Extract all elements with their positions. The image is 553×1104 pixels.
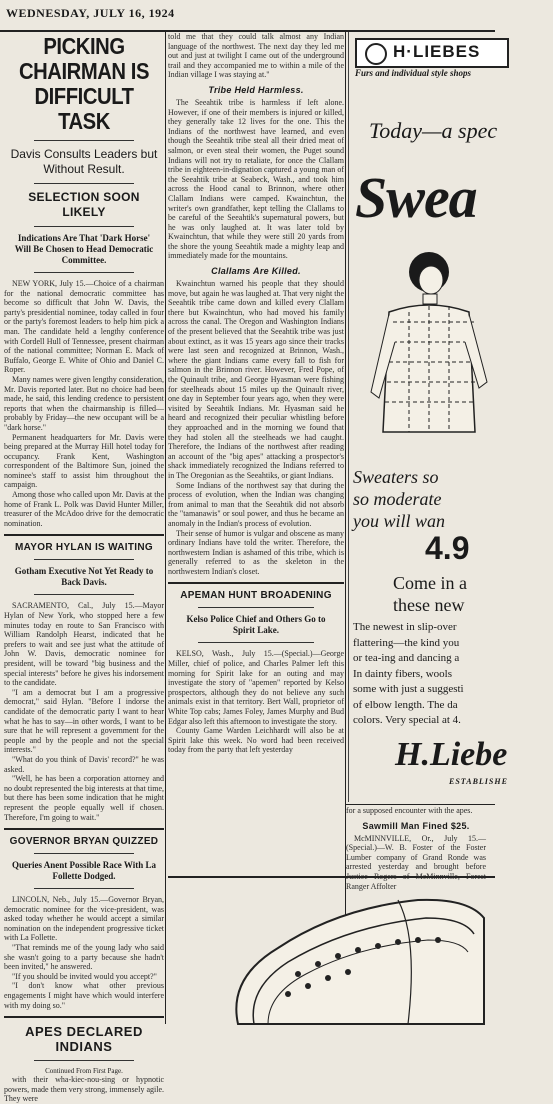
ad-come-lines xyxy=(393,572,467,616)
column-rule xyxy=(165,32,166,1024)
section-rule xyxy=(346,804,495,805)
left-column xyxy=(4,32,164,1104)
page-header xyxy=(0,0,495,32)
woman-in-sweater-illustration xyxy=(349,242,496,452)
ad-body-line: or tea-ing and dancing a xyxy=(353,652,460,664)
article-paragraph: Kwainchtun warned his people that they should move, but again he was laughed at. That very night the Seeahtik tribe came down and killed every Clallam there but Kwainchtun, who had moved his family across the canal. The Oregon and Washington Indians of the present believed that the Seeahtik tribe was just about extinct, as it was 15 years ago since their tracks were last seen and recognized at Brinnon, Wash., where the giant Indians came every fall to fish for salmon in the Brinnon river. However, Fred Pope, of the Quinault tribe, and George Hyasman were fishing for steelheads about 15 miles up the Quinault river, one day in September four years ago, when they were visited by Seeahtik Indians. Mr. Hyasman said he heard and recognized their peculiar whistling before they approached and in the morning we found that they had stolen all the steelheads we had caught. Therefore, the Indians of the northwest after reading an account of the "big apes" attacking a prospector's shack immediately recognized the Indians referred to in The Oregonian as the Seeahtiks, or giant Indians. xyxy=(168,279,344,480)
ad-body-copy xyxy=(353,620,553,729)
article-paragraph: told me that they could talk almost any Indian language of the northwest. The next day they led me out and just at twilight I came out of the underground trail and they accompanied me to within a mile of the Indian village I was staying at." xyxy=(168,32,344,80)
article-paragraph: "I am a democrat but I am a progressive democrat," said Hylan. "Before I indorse the candidate of the democratic party I want to hear what he has to say—in other words, I want to be sure that he will represent a government for the people and by the people and not the special interests." xyxy=(4,687,164,755)
main-headline: PICKING CHAIRMAN IS DIFFICULT TASK xyxy=(18,33,150,134)
article-paragraph: "That reminds me of the young lady who said she wasn't going to a party because she hadn't been invited," he answered. xyxy=(4,943,164,972)
ad-today-line: Today—a spec xyxy=(369,118,498,143)
promo-line: so moderate xyxy=(353,489,442,509)
article-paragraph: for a supposed encounter with the apes. xyxy=(346,806,473,815)
ad-body-line: flattering—the kind you xyxy=(353,636,460,649)
subhead-clallams: Clallams Are Killed. xyxy=(211,266,301,277)
deck-2: SELECTION SOON LIKELY xyxy=(28,190,140,219)
promo-line: Sweaters so xyxy=(353,467,439,487)
ad-body-line: The newest in slip-over xyxy=(353,621,457,633)
subdeck-apeman: Kelso Police Chief and Others Go to Spirit Lake. xyxy=(186,614,326,636)
sweaters-logo: Swea xyxy=(355,165,477,230)
subheadline-apeman: APEMAN HUNT BROADENING xyxy=(180,590,332,602)
subheadline-bryan: GOVERNOR BRYAN QUIZZED xyxy=(9,836,159,848)
ad-tagline: Furs and individual style shops xyxy=(355,68,472,78)
article-paragraph: KELSO, Wash., July 15.—(Special.)—George Miller, chief of police, and Charles Palmer left this morning for Spirit lake for an outing and may investigate the story of "apemen" reported by Kelso prospectors, although they do not believe any such animals exist in that territory. Bert Wall, proprietor of White Top cabs; James Foley, James Murphy and Bud Edgar also left this afternoon to investigate the story. xyxy=(168,649,344,726)
brand-banner xyxy=(355,38,509,68)
promo-line: you will wan xyxy=(353,511,446,531)
article-paragraph: LINCOLN, Neb., July 15.—Governor Bryan, democratic nominee for the vice-president, was asked today whether he would accept a similar nomination on the independent progressive ticket with La Follette. xyxy=(4,895,164,943)
ad-body-line: In dainty fibers, wools xyxy=(353,667,452,680)
article-paragraph: "If you should be invited would you accept?" xyxy=(12,971,157,981)
subdeck-bryan: Queries Anent Possible Race With La Follette Dodged. xyxy=(12,860,156,882)
shoe-illustration xyxy=(168,878,488,1024)
article-paragraph: SACRAMENTO, Cal., July 15.—Mayor Hylan of New York, who stopped here a few minutes today en route to San Francisco with William Randolph Hearst, indicated that he prefers to wait and see just what the attitude of John W. Davis, democratic nominee for president, will be toward "big business and the special interests" before he gives his indorsement to the candidate. xyxy=(4,601,164,688)
article-paragraph: "What do you think of Davis' record?" he was asked. xyxy=(4,754,164,774)
liebes-advertisement xyxy=(348,32,508,802)
middle-column xyxy=(168,32,344,802)
box-headline: APES DECLARED INDIANS xyxy=(25,1024,143,1055)
come-line: these new xyxy=(393,595,465,615)
article-paragraph: Permanent headquarters for Mr. Davis were being prepared at the Murray Hill hotel today for occupancy. Frank Kent, Washington correspondent of the Baltimore Sun, joined the nominee's staff to assist him throughout the campaign. xyxy=(4,432,164,490)
continued-note: Continued From First Page. xyxy=(45,1067,123,1076)
subhead-harmless: Tribe Held Harmless. xyxy=(208,84,304,95)
issue-date: WEDNESDAY, JULY 16, 1924 xyxy=(6,6,175,20)
article-paragraph: The Seeahtik tribe is harmless if left alone. However, if one of their members is injured or killed, they generally take 12 lives for the one. This the Indians of the northwest have learned, and even though the Seeahtik tribe steal all their dried meat of salmon, or even steal their women, the Puget sound Indians will not try to retaliate, for once the Clallam tribe in eighteen-in-dignation captured a young man of the Seeahtik tribe at Seabeck, Wash., and took him across the Hood canal to Brinnon, where other Clallam Indians were camped. Kwainchtun, the writer's own grandfather, kept telling the Clallams to be careful of the Seeahtik's supernatural powers, but he was only laughed at. It was later told by Kwainchtun, that while they were still 20 yards from the shore the young Seeahtik made a mighty leap and immediately made for the mountains. xyxy=(168,97,344,261)
article-paragraph: Their sense of humor is vulgar and obscene as many ordinary Indians have told the writer. Therefore, the northwestern Indian is ashamed of this tribe, which is generally referred to as the skeleton in the northwestern Indian's closet. xyxy=(168,528,344,576)
brand-name: H·LIEBES xyxy=(393,42,481,61)
article-paragraph: County Game Warden Leichhardt will also be at Spirit lake this week. No word had been received today from the party that left yesterday xyxy=(168,726,344,755)
ad-body-line: some with just a suggesti xyxy=(353,683,464,695)
deck-1: Davis Consults Leaders but Without Result. xyxy=(10,147,158,176)
ad-body-line: colors. Very special at 4. xyxy=(353,714,461,726)
come-line: Come in a xyxy=(393,573,467,593)
article-paragraph: Among those who called upon Mr. Davis at the home of Frank L. Polk was David Hunter Miller, treasurer of the McAdoo drive for the democratic nomination. xyxy=(4,490,164,528)
ad-promo-lines xyxy=(353,466,445,532)
article-paragraph: NEW YORK, July 15.—Choice of a chairman for the national democratic committee has become so difficult that John W. Davis, the party's presidential nominee, today called in four or the party's foremost leaders to help him pick a man. The candidate held a lengthy conference with Cordell Hull of Tennessee, present chairman of the national committee; Norman E. Mack of Buffalo, George E. White of Ohio and Daniel C. Roper. xyxy=(4,279,164,375)
subheadline-hylan: MAYOR HYLAN IS WAITING xyxy=(15,542,153,554)
article-paragraph: Some Indians of the northwest say that during the process of evolution, when the Indian was changing from animal to man that the Seeahtik did not absorb the "tamanawis" or soul power, and thus he became an anomaly in the Indian's process of evolution. xyxy=(168,480,344,528)
ad-signature-logo: H.Liebe xyxy=(395,736,508,773)
brand-emblem-icon xyxy=(365,43,387,65)
article-paragraph: McMINNVILLE, Or., July 15.—(Special.)—W. B. Foster of the Foster Lumber company of Grand Ronde was arrested yesterday and brought before Justice Rogers of McMinnville, Forest Ranger Affolter xyxy=(346,833,486,891)
article-paragraph: "I don't know what other previous engagements I might have which would interfere with my doing so." xyxy=(4,981,164,1010)
ad-established: ESTABLISHE xyxy=(449,777,508,786)
article-paragraph: Many names were given lengthy consideration, Mr. Davis reported later. But no choice had been made, he said, this lending credence to persistent reports that when the chairmanship is filled—probably by Friday—the new occupant will be a "dark horse." xyxy=(4,374,164,432)
subhead-sawmill: Sawmill Man Fined $25. xyxy=(362,820,470,831)
subdeck-hylan: Gotham Executive Not Yet Ready to Back Davis. xyxy=(14,566,154,588)
ad-price: 4.9 xyxy=(425,530,470,566)
deck-3: Indications Are That 'Dark Horse' Will Be Chosen to Head Democratic Committee. xyxy=(14,233,154,265)
ad-body-line: of elbow length. The da xyxy=(353,698,458,711)
article-paragraph: "Well, he has been a corporation attorney and no doubt represented the big interests at that time, but there has been some indication that he might represent the people equally well if chosen. Therefore, I'm going to wait." xyxy=(4,774,164,822)
article-paragraph: with their wha-kiec-nou-sing or hypnotic powers, made them very strong, immensely agile. They were xyxy=(4,1075,164,1104)
